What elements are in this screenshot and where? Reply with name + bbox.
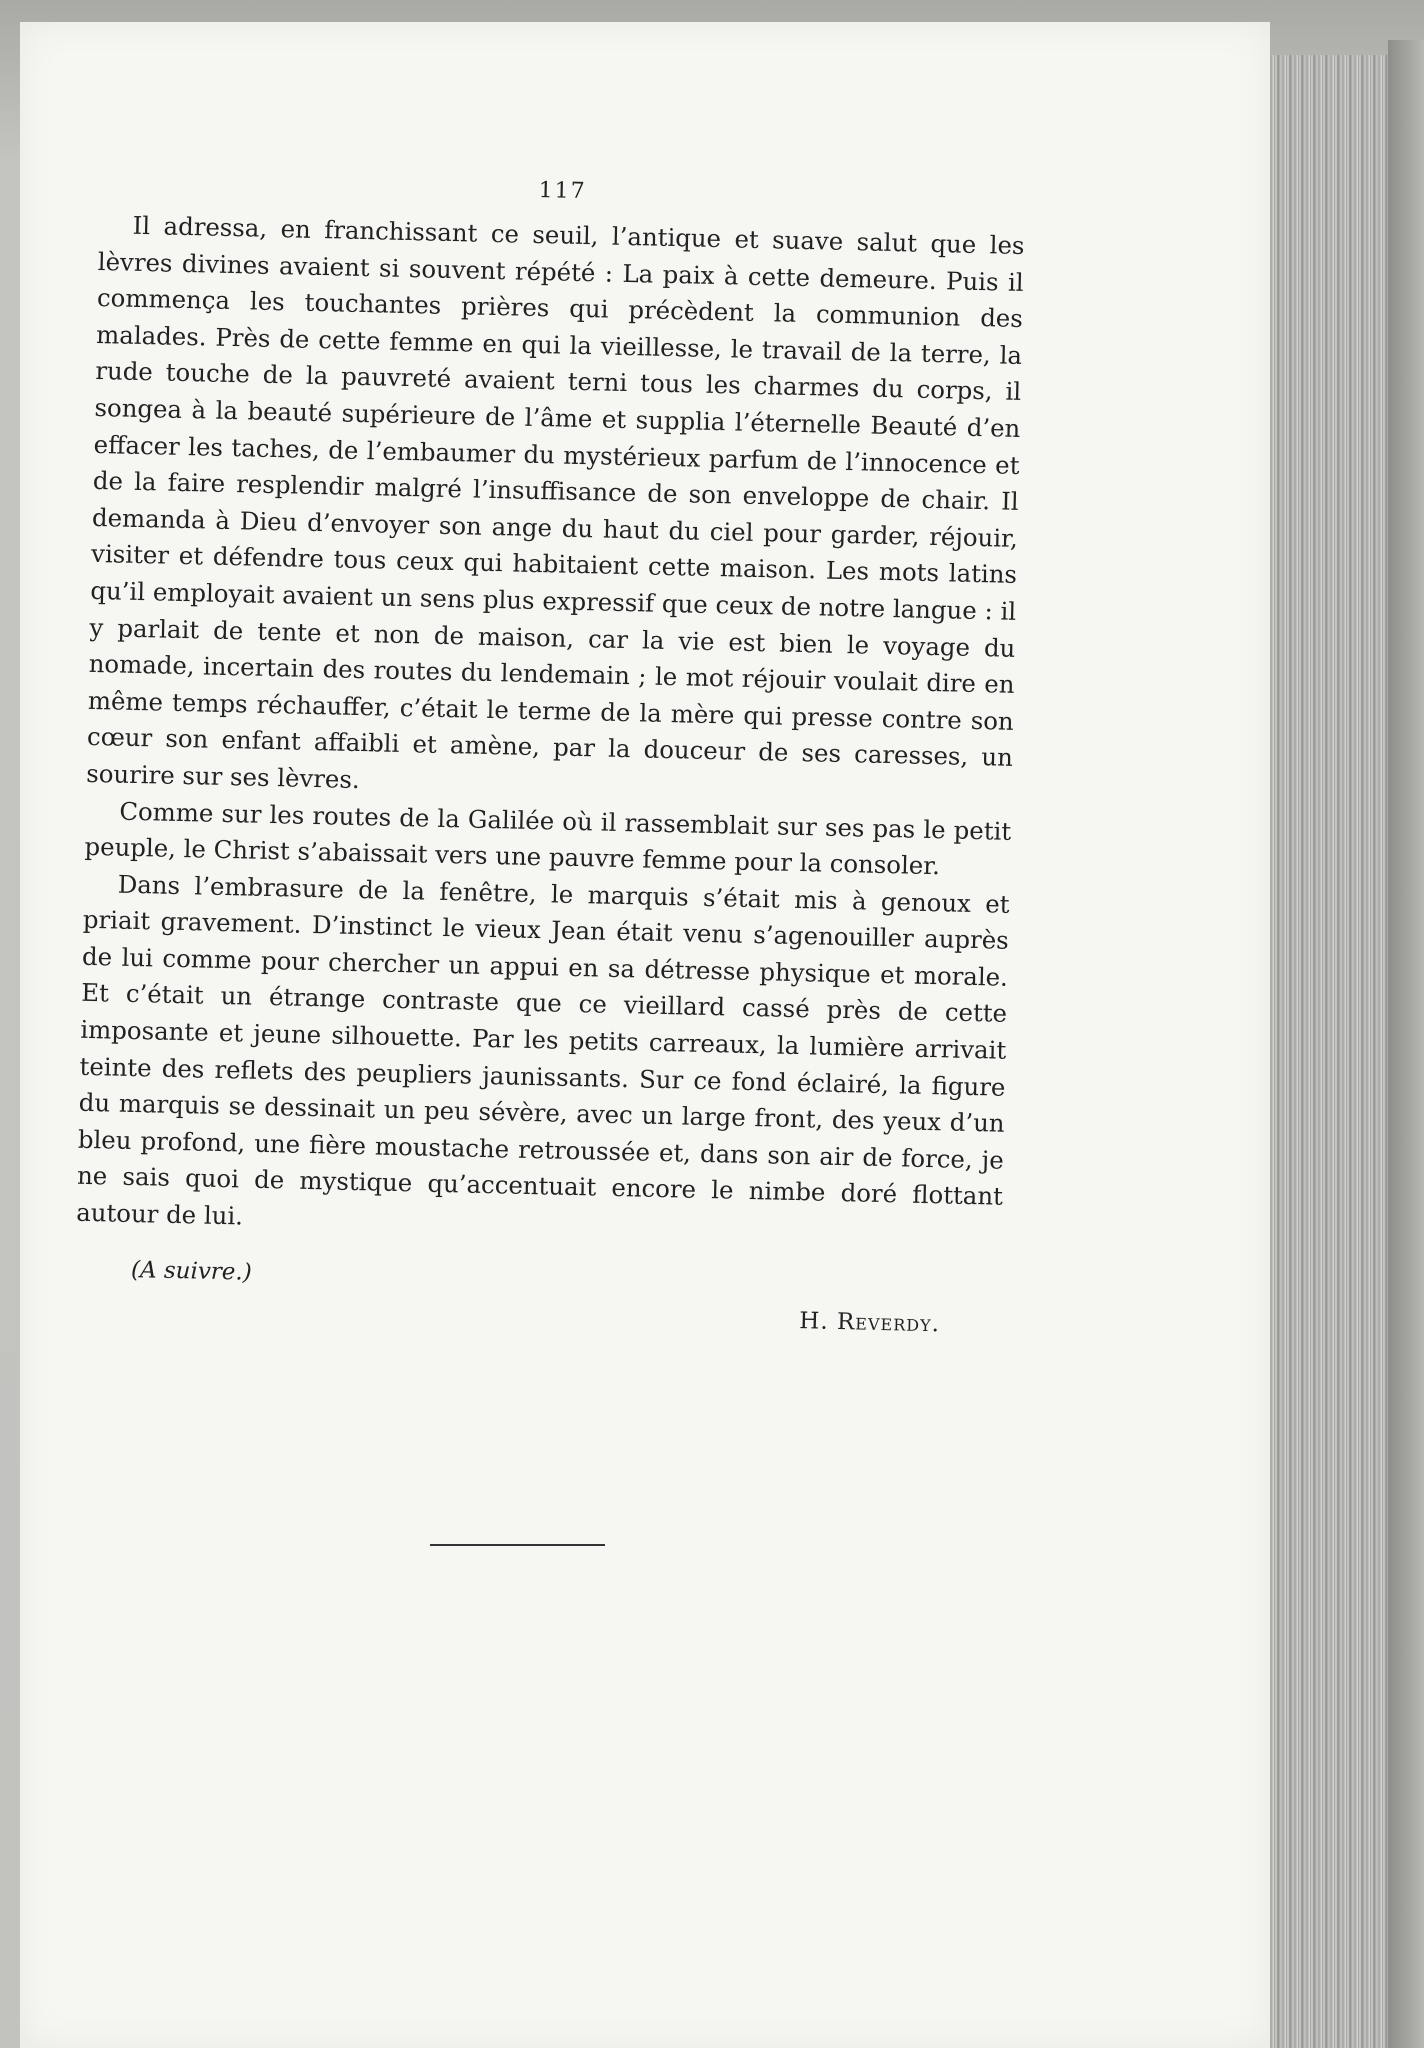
paragraph-3: Dans l’embrasure de la fenêtre, le marquis s’était mis à genoux et priait gravement. D’instinct le vieux Jean était venu s’agenouiller auprès de lui comme pour chercher un appui en sa détresse physique et morale. Et c’était un étrange contraste que ce vieillard cassé près de cette imposante et jeune silhouette. Par les petits carreaux, la lumière arrivait teinte des reflets des peupliers jaunissants. Sur ce fond éclairé, la figure du marquis se dessinait un peu sévère, avec un large front, des yeux d’un bleu profond, une fière moustache retroussée et, dans son air de force, je ne sais quoi de mystique qu’accentuait encore le nimbe doré flottant autour de lui. bbox=[75, 869, 1010, 1231]
page-number: 117 bbox=[538, 177, 587, 205]
page-edges bbox=[1250, 55, 1390, 2048]
paragraph-1: Il adressa, en franchissant ce seuil, l’antique et suave salut que les lèvres divines avaient si souvent répété : La paix à cette demeure. Puis il commença les touchantes prières qui précèdent la communion des malades. Près de cette femme en qui la vieillesse, le travail de la terre, la rude touche de la pauvreté avaient terni tous les charmes du corps, il songea à la beauté supérieure de l’âme et supplia l’éternelle Beauté d’en effacer les taches, de l’embaumer du mystérieux parfum de l’innocence et de la faire resplendir malgré l’insuffisance de son enveloppe de chair. Il demanda à Dieu d’envoyer son ange du haut du ciel pour garder, réjouir, visiter et défendre tous ceux qui habitaient cette maison. Les mots latins qu’il employait avaient un sens plus expressif que ceux de notre langue : il y parlait de tente et non de maison, car la vie est bien le voyage du nomade, incertain des routes du lendemain ; le mot réjouir voulait dire en même temps réchauffer, c’était le terme de la mère qui presse contre son cœur son enfant affaibli et amène, par la douceur de ses caresses, un sourire sur ses lèvres. bbox=[85, 210, 1025, 794]
paragraph-2: Comme sur les routes de la Galilée où il rassemblait sur ses pas le petit peuple, le Christ s’abaissait vers une pauvre femme pour la consoler. bbox=[84, 796, 1012, 881]
text-block bbox=[74, 168, 1026, 1336]
book-fore-edge bbox=[1388, 40, 1424, 2048]
closing-rule bbox=[430, 1544, 605, 1546]
to-be-continued: (A suivre.) bbox=[130, 1256, 253, 1286]
author-signature: H. Reverdy. bbox=[799, 1307, 941, 1337]
